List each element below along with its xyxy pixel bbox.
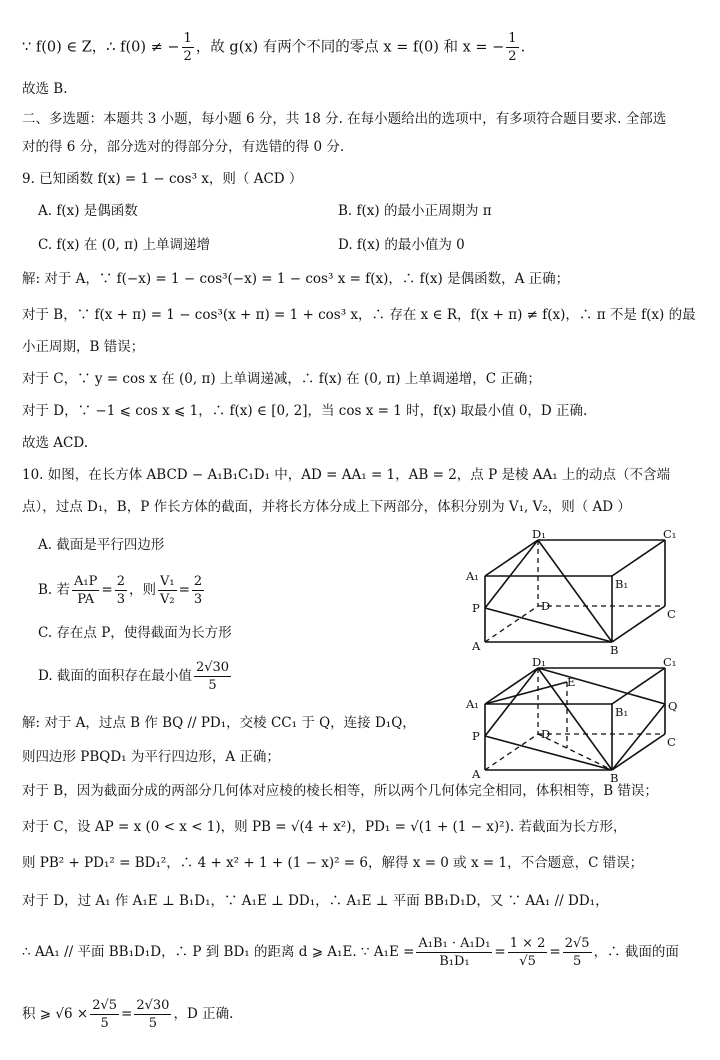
label-b: B xyxy=(610,771,619,785)
fraction: $\frac{2}{3}$ xyxy=(193,574,203,607)
label-c: C xyxy=(667,735,676,749)
text-segment: ∵ f(0) ∈ Z，∴ f(0) ≠ − xyxy=(22,39,180,56)
solution-10-b: 对于 B，因为截面分成的两部分几何体对应棱的棱长相等，所以两个几何体完全相同，体积相等，B 错误； xyxy=(22,783,658,799)
segment-a1e xyxy=(485,682,567,704)
edge-bc xyxy=(612,734,665,770)
label-e: E xyxy=(567,675,576,689)
segment-pd1 xyxy=(485,540,538,608)
label-d1: D₁ xyxy=(532,656,546,669)
edge-bc xyxy=(612,606,665,642)
fraction: $\frac{2√30}{5}$ xyxy=(195,660,230,693)
fraction: $\frac{\text{V₁}}{\text{V₂}}$ xyxy=(159,574,175,607)
fraction: $\frac{2√5}{5}$ xyxy=(92,998,118,1031)
edge-a1d1 xyxy=(485,668,538,704)
label-c1: C₁ xyxy=(663,656,677,669)
option-9b: B. f(x) 的最小正周期为 π xyxy=(338,203,492,219)
fraction: $\frac{2}{3}$ xyxy=(116,574,125,607)
solution-9-b: 对于 B，∵ f(x + π) = 1 − cos³(x + π) = 1 + cos³ x，∴ 存在 x ∈ R，f(x + π) ≠ f(x)，∴ π 不是 f(x) 的最 xyxy=(22,307,696,323)
solution-10-c: 对于 C，设 AP = x (0 < x < 1)，则 PB = √(4 + x²)，PD₁ = √(1 + (1 − x)²). 若截面为长方形， xyxy=(22,819,627,835)
label-b1: B₁ xyxy=(615,705,629,719)
solution-9-b-cont: 小正周期，B 错误； xyxy=(22,339,145,355)
fraction-half: $\frac{1}{2}$ xyxy=(508,31,517,64)
fraction-half: $\frac{1}{2}$ xyxy=(183,31,192,64)
solution-10-a-cont: 则四边形 PBQD₁ 为平行四边形，A 正确； xyxy=(22,749,280,765)
segment-d1q xyxy=(538,668,665,704)
solution-10-a: 解: 对于 A，过点 B 作 BQ // PD₁，交棱 CC₁ 于 Q，连接 D₁Q， xyxy=(22,715,416,731)
fraction: $\frac{2√30}{5}$ xyxy=(136,998,170,1031)
hidden-edge-ad xyxy=(485,734,538,770)
label-c1: C₁ xyxy=(663,528,677,541)
segment-d1b xyxy=(538,540,612,642)
edge-b1c1 xyxy=(612,540,665,576)
question-9: 9. 已知函数 f(x) = 1 − cos³ x，则（ ACD ） xyxy=(22,171,303,187)
label-b: B xyxy=(610,643,619,657)
solution-10-c-cont: 则 PB² + PD₁² = BD₁²，∴ 4 + x² + 1 + (1 − x)² = 6，解得 x = 0 或 x = 1，不合题意，C 错误； xyxy=(22,855,644,871)
fraction: $\frac{2√5}{5}$ xyxy=(564,936,590,969)
section-heading: 二、多选题：本题共 3 小题，每小题 6 分，共 18 分. 在每小题给出的选项中，有多项符合题目要求. 全部选 xyxy=(22,111,667,127)
label-q: Q xyxy=(668,699,678,713)
label-d: D xyxy=(541,599,551,613)
fraction: $\frac{\text{A₁B₁ · A₁D₁}}{\text{B₁D₁}}$ xyxy=(418,936,491,969)
label-a1: A₁ xyxy=(466,569,479,583)
segment-pb xyxy=(485,608,612,642)
option-9a: A. f(x) 是偶函数 xyxy=(38,203,138,219)
solution-10-d: 对于 D，过 A₁ 作 A₁E ⊥ B₁D₁，∵ A₁E ⊥ DD₁，∴ A₁E ⊥ 平面 BB₁D₁D，又 ∵ AA₁ // DD₁， xyxy=(22,893,609,909)
option-10d: D. 截面的面积存在最小值 $\frac{2√30}{5}$ xyxy=(38,660,230,693)
option-9d: D. f(x) 的最小值为 0 xyxy=(338,237,465,253)
label-d: D xyxy=(541,727,551,741)
option-10c: C. 存在点 P，使得截面为长方形 xyxy=(38,625,232,641)
segment-pb xyxy=(485,736,612,770)
solution-10-d-end: 积 ⩾ √6 × $\frac{2√5}{5}$ = $\frac{2√30}{5}$ ，D 正确. xyxy=(22,998,234,1031)
label-a: A xyxy=(472,639,481,653)
question-10: 10. 如图，在长方体 ABCD − A₁B₁C₁D₁ 中，AD = AA₁ = 1，AB = 2，点 P 是棱 AA₁ 上的动点（不含端 xyxy=(22,467,670,483)
label-c: C xyxy=(667,607,676,621)
section-heading-cont: 对的得 6 分，部分选对的得部分分，有选错的得 0 分. xyxy=(22,139,345,155)
option-9c: C. f(x) 在 (0, π) 上单调递增 xyxy=(38,237,211,253)
label-p: P xyxy=(472,601,480,615)
option-10b: B. 若 $\frac{\text{A₁P}}{PA}$ = $\frac{2}{3}$ ，则 $\frac{\text{V₁}}{\text{V₂}}$ = $\frac{2}{3}$ xyxy=(38,574,203,607)
edge-a1d1 xyxy=(485,540,538,576)
label-p: P xyxy=(472,729,480,743)
label-d1: D₁ xyxy=(532,528,546,541)
fraction: $\frac{\text{A₁P}}{PA}$ xyxy=(74,574,98,607)
solution-10-d-cont: ∴ AA₁ // 平面 BB₁D₁D，∴ P 到 BD₁ 的距离 d ⩾ A₁E. ∵ A₁E = $\frac{\text{A₁B₁ · A₁D₁}}{\text{B₁D₁}}$ = $\frac{1 \times 2}{√5}$ = $\frac{2√5}{5}$ ，∴ 截面的面 xyxy=(22,936,679,969)
cuboid-figure-2 xyxy=(455,656,700,786)
label-b1: B₁ xyxy=(615,577,629,591)
text-segment: ，故 g(x) 有两个不同的零点 x = f(0) 和 x = − xyxy=(195,39,505,56)
solution-9-a: 解: 对于 A，∵ f(−x) = 1 − cos³(−x) = 1 − cos³ x = f(x)，∴ f(x) 是偶函数，A 正确； xyxy=(22,271,570,287)
solution-9-d: 对于 D，∵ −1 ⩽ cos x ⩽ 1，∴ f(x) ∈ [0, 2]，当 cos x = 1 时，f(x) 取最小值 0，D 正确. xyxy=(22,403,588,419)
hidden-edge-ad xyxy=(485,606,538,642)
answer-line: 故选 B. xyxy=(22,81,68,97)
label-a: A xyxy=(472,767,481,781)
label-a1: A₁ xyxy=(466,697,479,711)
solution-9-c: 对于 C，∵ y = cos x 在 (0, π) 上单调递减，∴ f(x) 在 (0, π) 上单调递增，C 正确； xyxy=(22,371,541,387)
question-10-cont: 点），过点 D₁，B，P 作长方体的截面，并将长方体分成上下两部分，体积分别为 V₁, V₂，则（ AD ） xyxy=(22,499,631,515)
line-zero-point: ∵ f(0) ∈ Z，∴ f(0) ≠ − $\frac{1}{2}$ ，故 g(x) 有两个不同的零点 x = f(0) 和 x = − $\frac{1}{2}$ . xyxy=(22,31,526,64)
cuboid-figure-1 xyxy=(455,528,700,658)
fraction: $\frac{1 \times 2}{√5}$ xyxy=(509,936,546,969)
edge-b1c1 xyxy=(612,668,665,704)
solution-9-answer: 故选 ACD. xyxy=(22,435,89,451)
option-10a: A. 截面是平行四边形 xyxy=(38,537,165,553)
